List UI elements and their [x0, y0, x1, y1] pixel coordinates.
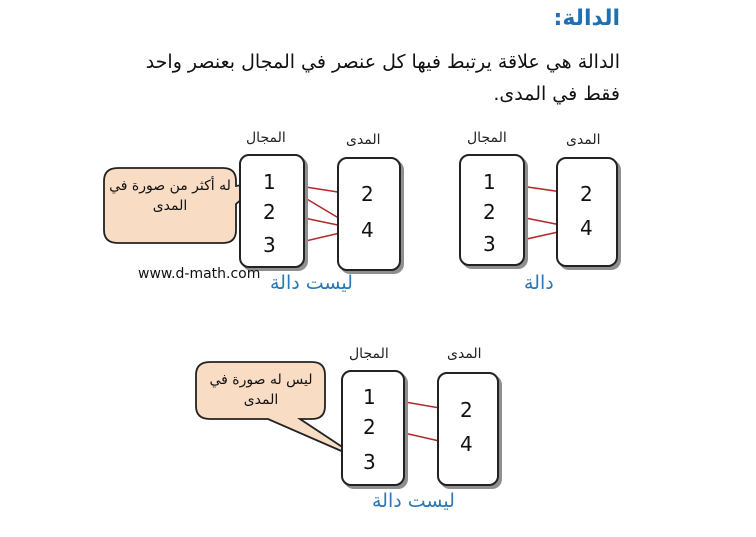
range-label-function: المدى: [566, 132, 601, 148]
domain-element-1: 1: [263, 170, 276, 194]
caption-not-function-1: ليست دالة: [270, 272, 353, 294]
definition-text: الدالة هي علاقة يرتبط فيها كل عنصر في المجال بعنصر واحد فقط في المدى.: [145, 51, 620, 105]
domain-element-3: 3: [483, 232, 496, 256]
domain-label-not-function-2: المجال: [349, 346, 389, 362]
range-label-not-function-2: المدى: [447, 346, 482, 362]
callout-text-2: ليس له صورة في المدى: [209, 372, 313, 408]
range-set-function: [556, 157, 618, 267]
domain-element-3: 3: [263, 233, 276, 257]
watermark-url: www.d-math.com: [138, 266, 261, 282]
range-element-2: 2: [580, 182, 593, 206]
caption-not-function-2: ليست دالة: [372, 490, 455, 512]
domain-element-3: 3: [363, 450, 376, 474]
caption-function: دالة: [524, 272, 554, 294]
range-element-4: 4: [460, 432, 473, 456]
page-title: الدالة:: [553, 6, 620, 31]
domain-element-2: 2: [363, 415, 376, 439]
range-label-not-function-1: المدى: [346, 132, 381, 148]
callout-text-1: له أكثر من صورة في المدى: [109, 178, 231, 214]
range-element-2: 2: [460, 398, 473, 422]
domain-element-2: 2: [263, 200, 276, 224]
domain-element-2: 2: [483, 200, 496, 224]
range-element-2: 2: [361, 182, 374, 206]
domain-element-1: 1: [363, 385, 376, 409]
range-element-4: 4: [580, 216, 593, 240]
range-set-not-function-1: [337, 157, 401, 271]
domain-label-not-function-1: المجال: [246, 130, 286, 146]
domain-element-1: 1: [483, 170, 496, 194]
domain-label-function: المجال: [467, 130, 507, 146]
range-element-4: 4: [361, 218, 374, 242]
range-set-not-function-2: [437, 372, 499, 486]
